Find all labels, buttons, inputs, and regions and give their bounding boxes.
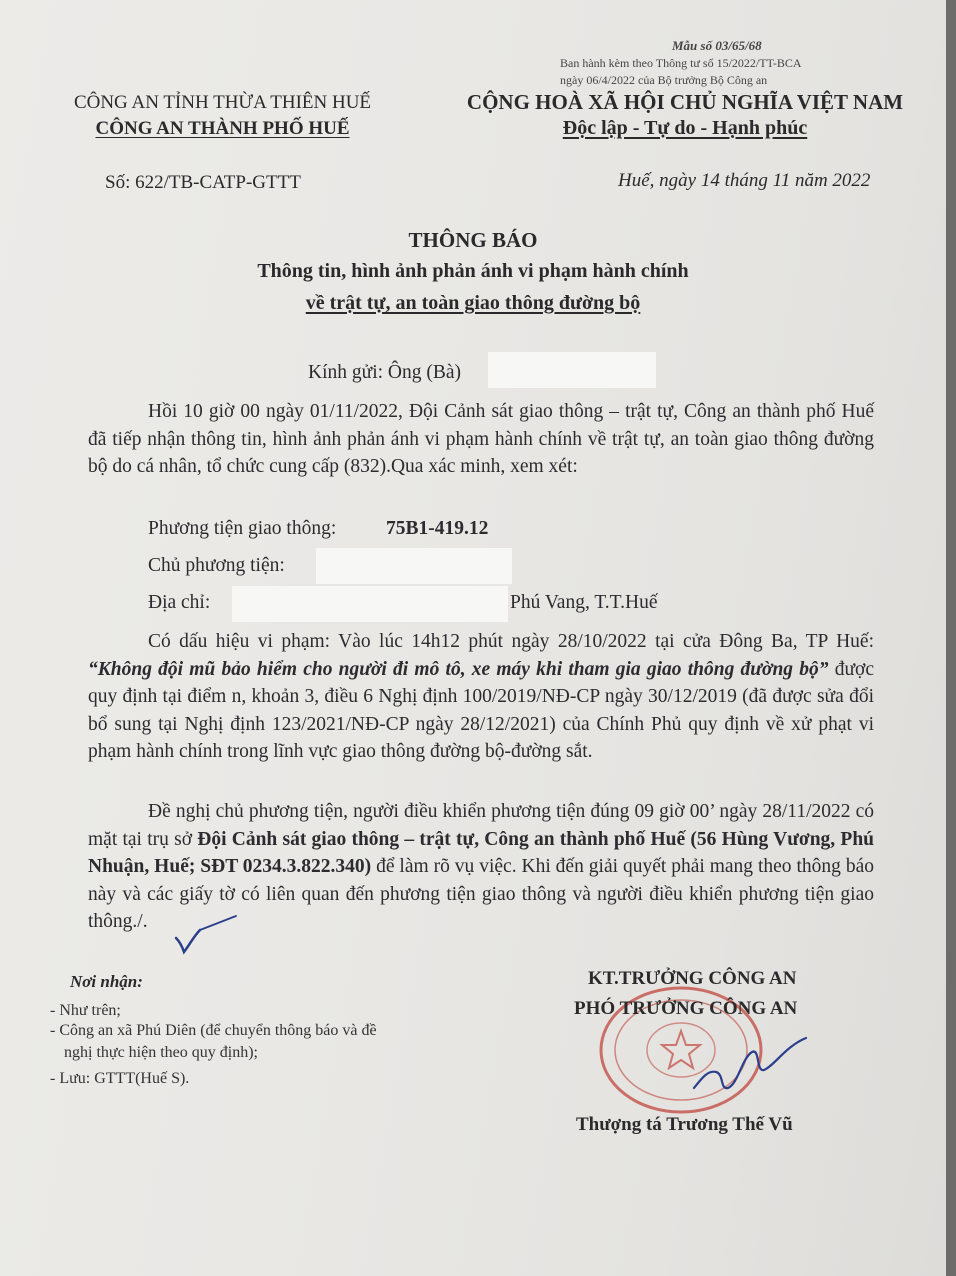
redacted-address <box>232 586 508 622</box>
salutation: Kính gửi: Ông (Bà) <box>308 362 462 383</box>
owner-label: Chủ phương tiện: <box>148 555 285 576</box>
recipient-line-4: - Lưu: GTTT(Huế S). <box>50 1070 190 1087</box>
national-title: CỘNG HOÀ XÃ HỘI CHỦ NGHĨA VIỆT NAM <box>466 90 904 114</box>
recipient-line-2: - Công an xã Phú Diên (để chuyển thông báo và đề <box>50 1022 377 1039</box>
form-note-line-1: Ban hành kèm theo Thông tư số 15/2022/TT-BCA <box>560 56 802 70</box>
form-note-line-2: ngày 06/4/2022 của Bộ trưởng Bộ Công an <box>560 73 768 87</box>
request-instructions: để làm rõ vụ việc. Khi đến giải quyết phải mang theo thông báo này và các giấy tờ có liên quan đến phương tiện giao thông và người điều khiển phương tiện giao thông./. <box>88 856 874 932</box>
document-title: THÔNG BÁO <box>408 228 538 252</box>
paragraph-violation <box>88 628 874 766</box>
document-subtitle-2 <box>0 292 946 315</box>
violation-legal-basis: được quy định tại điểm n, khoản 3, điều 6 Nghị định 100/2019/NĐ-CP ngày 30/12/2019 (đã được sửa đổi bổ sung tại Nghị định 123/2021/NĐ-CP ngày 28/12/2021) của Chính Phủ quy định về xử phạt vi phạm hành chính trong lĩnh vực giao thông đường bộ-đường sắt. <box>88 658 874 762</box>
vehicle-plate: 75B1-419.12 <box>386 518 489 539</box>
vehicle-label: Phương tiện giao thông: <box>148 518 337 539</box>
signer-name: Thượng tá Trương Thế Vũ <box>576 1114 793 1135</box>
document-subtitle-2-text: về trật tự, an toàn giao thông đường bộ <box>305 292 641 314</box>
agency-parent: CÔNG AN TỈNH THỪA THIÊN HUẾ <box>73 92 372 113</box>
violation-description: “Không đội mũ bảo hiểm cho người đi mô tô, xe máy khi tham gia giao thông đường bộ” <box>88 658 829 680</box>
national-motto <box>440 117 930 140</box>
pen-check-mark <box>170 908 320 968</box>
form-number: Mẫu số 03/65/68 <box>672 38 762 53</box>
national-motto-text: Độc lập - Tự do - Hạnh phúc <box>562 117 808 139</box>
redacted-recipient-name <box>488 352 656 388</box>
address-value: Phú Vang, T.T.Huế <box>510 592 658 613</box>
paragraph-receipt: Hồi 10 giờ 00 ngày 01/11/2022, Đội Cảnh sát giao thông – trật tự, Công an thành phố Huế đã tiếp nhận thông tin, hình ảnh phản ánh vi phạm hành chính về trật tự, an toàn giao thông đường bộ do cá nhân, tổ chức cung cấp (832).Qua xác minh, xem xét: <box>88 401 874 477</box>
agency-name <box>40 118 405 140</box>
date-line: Huế, ngày 14 tháng 11 năm 2022 <box>618 170 871 191</box>
recipient-line-3: nghị thực hiện theo quy định); <box>64 1044 258 1061</box>
request-intro: Đề nghị chủ phương tiện, người điều khiển phương tiện đúng 09 giờ 00’ ngày 28/11/2022 có mặt tại trụ sở <box>88 801 874 850</box>
recipient-line-1: - Như trên; <box>50 1002 121 1019</box>
request-office: Đội Cảnh sát giao thông – trật tự, Công an thành phố Huế (56 Hùng Vương, Phú Nhuận, Huế; SĐT 0234.3.822.340) <box>88 828 875 877</box>
address-label: Địa chỉ: <box>148 592 211 613</box>
document-number: Số: 622/TB-CATP-GTTT <box>105 172 301 193</box>
handwritten-signature-icon <box>690 1028 810 1108</box>
signature-title-2: PHÓ TRƯỞNG CÔNG AN <box>574 998 798 1019</box>
violation-intro: Có dấu hiệu vi phạm: Vào lúc 14h12 phút ngày 28/10/2022 tại cửa Đông Ba, TP Huế: <box>148 631 874 652</box>
signature-title-1: KT.TRƯỞNG CÔNG AN <box>588 968 797 989</box>
document-subtitle-1: Thông tin, hình ảnh phản ánh vi phạm hành chính <box>257 260 689 282</box>
recipients-title: Nơi nhận: <box>70 972 143 991</box>
redacted-owner-name <box>316 548 512 584</box>
agency-name-text: CÔNG AN THÀNH PHỐ HUẾ <box>95 118 350 139</box>
